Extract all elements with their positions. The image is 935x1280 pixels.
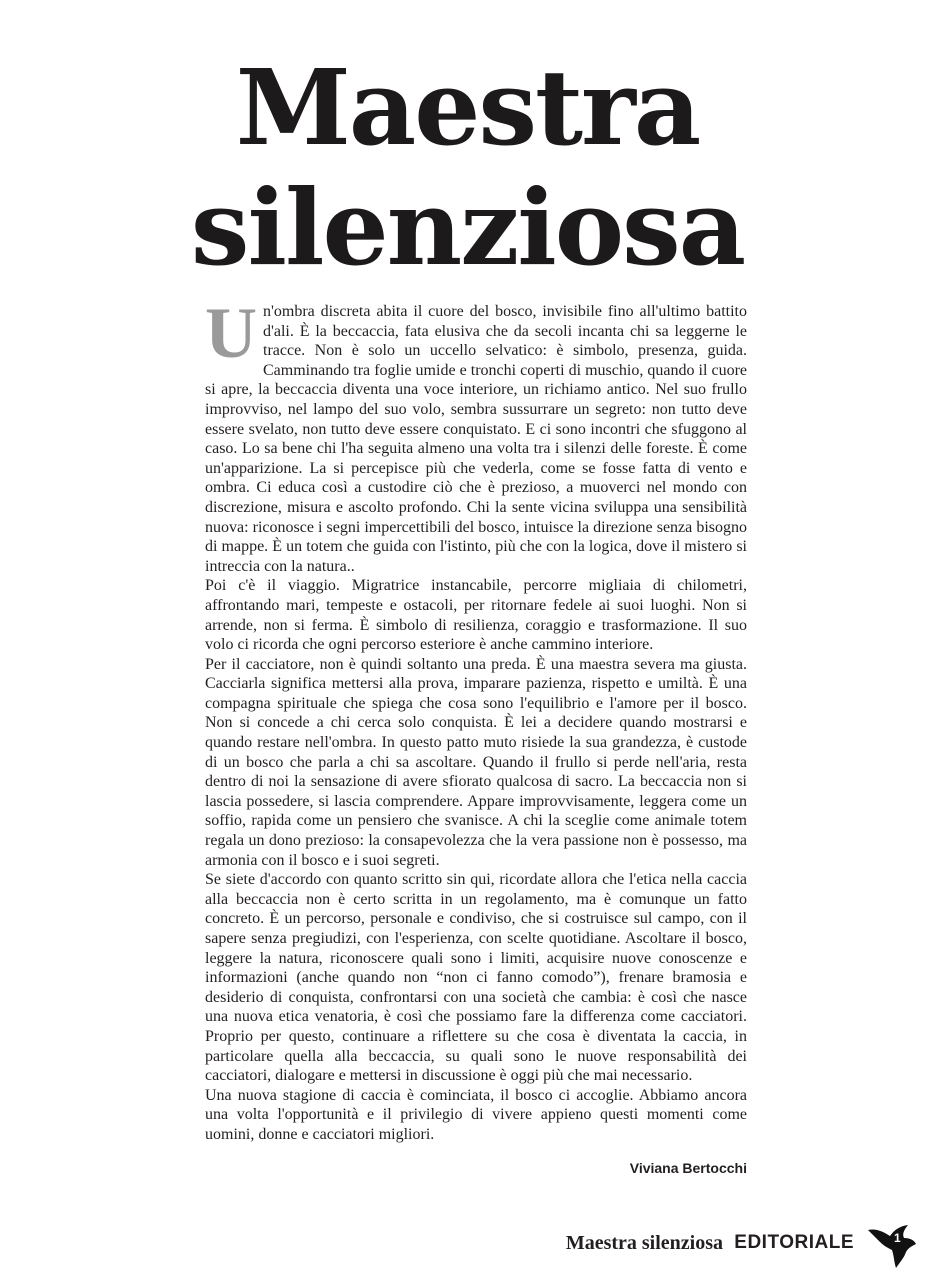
- footer-section-label: EDITORIALE: [734, 1232, 854, 1253]
- paragraph-3: Per il cacciatore, non è quindi soltanto una preda. È una maestra severa ma giusta. Cacciarla significa mettersi alla prova, imparare pazienza, rispetto e umiltà. È una compagna spirituale che spiega che cosa sono l'equilibrio e l'amore per il bosco. Non si concede a chi cerca solo conquista. È lei a decidere quando mostrarsi e quando restare nell'ombra. In questo patto muto risiede la sua grandezza, è custode di un bosco che parla a chi sa ascoltare. Quando il frullo si perde nell'aria, resta dentro di noi la sensazione di avere sfiorato qualcosa di sacro. La beccaccia non si lascia possedere, si lascia comprendere. Appare improvvisamente, leggera come un soffio, rapida come un pensiero che svanisce. A chi la sceglie come animale totem regala un dono prezioso: la consapevolezza che la vera passione non è possesso, ma armonia con il bosco e i suoi segreti.: [205, 655, 747, 869]
- article-body: [205, 293, 747, 1145]
- paragraph-1: [205, 293, 747, 576]
- paragraph-2: Poi c'è il viaggio. Migratrice instancabile, percorre migliaia di chilometri, affrontando mari, tempeste e ostacoli, per ritornare fedele ai suoi luoghi. Non si arrende, non si ferma. È simbolo di resilienza, coraggio e trasformazione. Il suo volo ci ricorda che ogni percorso esteriore è anche cammino interiore.: [205, 577, 747, 654]
- title-line-1: Maestra: [235, 46, 700, 169]
- paragraph-5: Una nuova stagione di caccia è cominciata, il bosco ci accoglie. Abbiamo ancora una volta l'opportunità e il privilegio di vivere appieno questi momenti come uomini, donne e cacciatori migliori.: [205, 1086, 747, 1143]
- page-title: [0, 48, 935, 288]
- page-footer: [0, 1224, 935, 1272]
- page-number: 1: [894, 1231, 901, 1245]
- paragraph-1-text: n'ombra discreta abita il cuore del bosco, invisibile fino all'ultimo battito d'ali. È la beccaccia, fata elusiva che da secoli incanta chi sa leggerne le tracce. Non è solo un uccello selvatico: è simbolo, presenza, guida. Camminando tra foglie umide e tronchi coperti di muschio, quando il cuore si apre, la beccaccia diventa una voce interiore, un richiamo antico. Nel suo frullo improvviso, nel lampo del suo volo, sembra sussurrare un segreto: non tutto deve essere svelato, non tutto deve essere conquistato. E ci sono incontri che sfuggono al caso. Lo sa bene chi l'ha seguita almeno una volta tra i silenzi delle foreste. È come un'apparizione. La si percepisce più che vederla, come se fosse fatta di vento e ombra. Ci educa così a custodire ciò che è prezioso, a muoverci nel mondo con discrezione, misura e ascolto profondo. Chi la sente vicina sviluppa una sensibilità nuova: riconosce i segni impercettibili del bosco, intuisce la direzione senza bisogno di mappe. È un totem che guida con l'istinto, più che con la logica, dove il mistero si intreccia con la natura..: [205, 303, 747, 575]
- title-line-2: silenziosa: [190, 166, 745, 289]
- author-signature: Viviana Bertocchi: [629, 1160, 747, 1176]
- footer-article-title: Maestra silenziosa: [565, 1232, 723, 1254]
- paragraph-4: Se siete d'accordo con quanto scritto sin qui, ricordate allora che l'etica nella caccia alla beccaccia non è certo scritta in un regolamento, ma è comunque un fatto concreto. È un percorso, personale e condiviso, che si costruisce sul campo, con il sapere senza pregiudizi, con l'esperienza, con scelte quotidiane. Ascoltare il bosco, leggere la natura, riconoscere quali sono i limiti, acquisire nuove conoscenze e informazioni (anche quando non “non ci fanno comodo”), frenare bramosia e desiderio di conquista, confrontarsi con una società che cambia: è così che nasce una nuova etica venatoria, è così che possiamo fare la differenza come cacciatori. Proprio per questo, continuare a riflettere su che cosa è diventata la caccia, in particolare quella alla beccaccia, su quali sono le nuove responsabilità dei cacciatori, dialogare e mettersi in discussione è oggi più che mai necessario.: [205, 871, 747, 1085]
- woodcock-silhouette-icon: [866, 1224, 918, 1270]
- drop-cap: U: [205, 293, 257, 373]
